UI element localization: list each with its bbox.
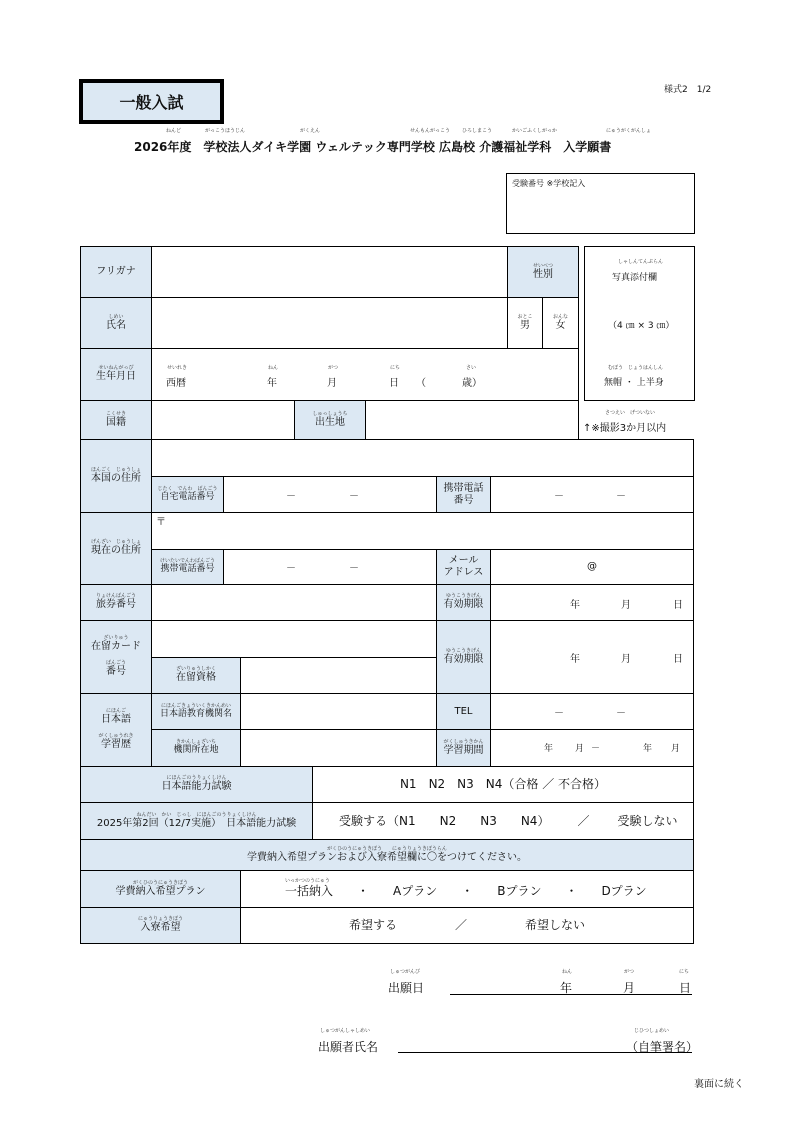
current-mobile-sep2: － — [349, 563, 359, 574]
tel-sep2: － — [616, 708, 626, 719]
furigana-label: フリガナ — [80, 246, 152, 298]
birth-month-text: 月 — [327, 378, 337, 389]
jlpt-take-option[interactable]: 受験する（N1 N2 N3 N4） — [339, 813, 550, 828]
location-ruby: きかんしょざいち — [175, 739, 216, 746]
residence-validity-field[interactable] — [490, 620, 694, 694]
photo-label: 写真添付欄 — [612, 273, 658, 283]
jlpt-ruby: にほんごのうりょくしけん — [166, 775, 227, 781]
passport-day: 日 — [673, 600, 683, 611]
photo-footer-ruby: さつえい げついない — [605, 410, 656, 416]
date-ruby: しゅつがんび — [390, 969, 421, 975]
tuition-options-ruby: いっかつのうにゅう — [285, 878, 330, 885]
location-label — [151, 729, 241, 767]
jlpt-2025-text: 2025年第2回（12/7実施） 日本語能力試験 — [96, 817, 297, 829]
current-mobile-ruby: けいたいでんわばんごう — [159, 558, 215, 565]
passport-validity-field[interactable] — [490, 584, 694, 621]
nationality-label — [80, 400, 152, 440]
location-field[interactable] — [240, 729, 437, 767]
residence-status-ruby: ざいりゅうしかく — [175, 666, 216, 672]
home-mobile-field[interactable] — [490, 476, 694, 513]
email-text2: アドレス — [443, 567, 484, 578]
email-label — [436, 549, 491, 585]
residence-validity-text: 有効期限 — [443, 653, 484, 665]
residence-card-ruby: ざいりゅう — [103, 635, 129, 641]
era-text: 西暦 — [166, 378, 186, 389]
current-mobile-label — [151, 549, 224, 585]
birthdate-field[interactable] — [151, 348, 579, 401]
birth-year-ruby: ねん — [268, 365, 279, 371]
sign-day-ruby: にち — [679, 969, 690, 975]
home-phone-label — [151, 476, 224, 513]
sign-month: 月 — [623, 981, 636, 995]
name-ruby: しめい — [108, 313, 124, 320]
jlpt-slash: ／ — [577, 813, 590, 828]
home-mobile-text2: 番号 — [453, 494, 474, 506]
tuition-plan-options[interactable] — [240, 870, 694, 908]
age-ruby: さい — [466, 365, 477, 371]
self-sign-text: （自筆署名） — [626, 1040, 699, 1054]
current-address-label — [80, 512, 152, 585]
jlpt-options[interactable] — [312, 766, 694, 803]
current-mobile-field[interactable] — [223, 549, 437, 585]
passport-ruby: りょけんばんごう — [95, 593, 136, 599]
instruction-text: 学費納入希望プランおよび入寮希望欄に〇をつけてください。 — [247, 851, 527, 863]
tel-sep1: － — [554, 708, 564, 719]
institution-field[interactable] — [240, 693, 437, 730]
birth-month-ruby: がつ — [328, 365, 339, 371]
document-title: 2026年度 学校法人ダイキ学園 ウェルテック専門学校 広島校 介護福祉学科 入学願書 — [134, 140, 612, 154]
passport-validity-label — [436, 584, 491, 621]
photo-note-ruby: むぼう じょうはんしん — [608, 365, 664, 371]
nationality-field[interactable] — [151, 400, 295, 440]
furigana-field[interactable] — [151, 246, 508, 298]
birthdate-text: 生年月日 — [96, 371, 136, 382]
form-number: 様式2 1/2 — [664, 85, 712, 95]
home-address-field[interactable] — [151, 439, 694, 477]
period-month1: 月 — [575, 744, 585, 754]
jlpt-2025-options[interactable] — [312, 802, 694, 840]
current-address-field[interactable] — [151, 512, 694, 550]
home-phone-text: 自宅電話番号 — [160, 491, 215, 502]
history-ruby: がくしゅうれき — [98, 733, 134, 739]
dormitory-no-option[interactable]: 希望しない — [525, 918, 586, 933]
period-month2: 月 — [671, 744, 681, 754]
residence-status-field[interactable] — [240, 657, 437, 694]
period-label — [436, 729, 491, 767]
photo-note: 無帽 ・ 上半身 — [604, 378, 664, 388]
birthplace-text: 出生地 — [315, 416, 345, 428]
home-phone-sep2: － — [349, 491, 359, 502]
name-label — [80, 297, 152, 349]
japanese-ruby: にほんご — [105, 708, 126, 714]
passport-field[interactable] — [151, 584, 437, 621]
gender-ruby: せいべつ — [532, 262, 553, 269]
period-ruby: がくしゅうきかん — [443, 738, 484, 745]
tuition-options-text: 一括納入 ・ Aプラン ・ Bプラン ・ Dプラン — [285, 884, 647, 899]
tel-label: TEL — [436, 693, 491, 730]
age-text: 歳） — [462, 378, 482, 389]
continued-note: 裏面に続く — [694, 1079, 744, 1090]
birth-day-text: 日 — [389, 378, 399, 389]
birthplace-field[interactable] — [365, 400, 579, 440]
email-field[interactable] — [490, 549, 694, 585]
institution-text: 日本語教育機関名 — [159, 708, 232, 719]
jlpt-2025-ruby: ねんだい かい じっし にほんごのうりょくしけん — [136, 811, 257, 818]
home-phone-field[interactable] — [223, 476, 437, 513]
residence-day: 日 — [673, 654, 683, 665]
tuition-plan-text: 学費納入希望プラン — [115, 885, 206, 897]
photo-size: （4 ㎝ × 3 ㎝） — [608, 321, 675, 331]
passport-text: 旅券番号 — [96, 599, 136, 610]
birthdate-label — [80, 348, 152, 401]
japanese-text: 日本語 — [101, 714, 131, 725]
tuition-plan-ruby: がくひのうにゅうきぼう — [133, 879, 188, 886]
signature-underline[interactable] — [398, 1052, 692, 1053]
home-address-ruby: ほんごく じゅうしょ — [90, 466, 141, 473]
passport-validity-text: 有効期限 — [443, 599, 484, 610]
title-ruby-2: がっこうほうじん — [205, 128, 246, 134]
jlpt-text: 日本語能力試験 — [161, 781, 232, 792]
email-at: @ — [587, 561, 597, 572]
period-dash: － — [591, 744, 601, 754]
self-sign-ruby: じひつしょめい — [634, 1028, 670, 1034]
gender-female-option[interactable] — [542, 297, 579, 349]
home-mobile-sep1: － — [554, 491, 564, 502]
current-address-ruby: げんざい じゅうしょ — [90, 539, 141, 545]
birth-year-text: 年 — [267, 378, 277, 389]
residence-status-label — [151, 657, 241, 694]
photo-footer: ↑※撮影3か月以内 — [583, 423, 667, 434]
date-label: 出願日 — [388, 981, 425, 995]
period-year1: 年 — [544, 744, 554, 754]
female-ruby: おんな — [552, 313, 568, 320]
nationality-ruby: こくせき — [105, 410, 126, 417]
gender-text: 性別 — [533, 268, 553, 280]
residence-card-field[interactable] — [151, 620, 437, 658]
jlpt-not-take-option[interactable]: 受験しない — [617, 813, 678, 828]
jlpt-2025-label — [80, 802, 313, 840]
history-text: 学習歴 — [101, 739, 131, 750]
date-underline[interactable] — [450, 994, 692, 995]
home-mobile-text1: 携帯電話 — [443, 482, 484, 494]
home-mobile-label — [436, 476, 491, 513]
dormitory-yes-option[interactable]: 希望する — [348, 918, 397, 933]
passport-year: 年 — [570, 600, 580, 611]
current-mobile-text: 携帯電話番号 — [160, 564, 215, 575]
applicant-name-label: 出願者氏名 — [318, 1040, 379, 1054]
sign-year: 年 — [560, 981, 573, 995]
home-phone-ruby: じたく でんわ ばんごう — [157, 485, 218, 492]
title-ruby-3: がくえん — [300, 128, 321, 134]
tel-field[interactable] — [490, 693, 694, 730]
residence-card-label — [80, 620, 152, 694]
male-text: 男 — [520, 319, 530, 331]
dormitory-text: 入寮希望 — [140, 922, 181, 933]
home-mobile-sep2: － — [616, 491, 626, 502]
period-year2: 年 — [643, 744, 653, 754]
residence-status-text: 在留資格 — [176, 672, 216, 683]
female-text: 女 — [555, 319, 566, 331]
residence-number-text: 番号 — [106, 666, 126, 677]
male-ruby: おとこ — [517, 313, 533, 320]
japanese-history-label — [80, 693, 152, 767]
jlpt-options-text: N1 N2 N3 N4（合格 ／ 不合格） — [399, 777, 607, 792]
current-address-text: 現在の住所 — [91, 545, 141, 556]
applicant-name-ruby: しゅつがんしゃしめい — [320, 1028, 371, 1034]
dormitory-ruby: にゅうりょうきぼう — [138, 916, 183, 922]
era-ruby: せいれき — [167, 365, 188, 371]
dormitory-label — [80, 907, 241, 944]
sign-day: 日 — [679, 981, 692, 995]
gender-label — [507, 246, 579, 298]
title-ruby-7: にゅうがくがんしょ — [606, 128, 651, 134]
birthplace-label — [294, 400, 366, 440]
residence-validity-label — [436, 620, 491, 694]
sign-year-ruby: ねん — [562, 969, 573, 975]
location-text: 機関所在地 — [173, 745, 219, 756]
residence-month: 月 — [621, 654, 631, 665]
dormitory-options[interactable] — [240, 907, 694, 944]
home-address-text: 本国の住所 — [91, 472, 141, 484]
sign-month-ruby: がつ — [624, 969, 635, 975]
home-phone-sep1: － — [286, 491, 296, 502]
instruction-ruby: がくひのうにゅうきぼう にゅうりょうきぼうらん — [327, 845, 447, 852]
title-ruby-4: せんもんがっこう — [410, 128, 451, 134]
title-ruby-5: ひろしまこう — [462, 128, 493, 134]
residence-number-ruby: ばんごう — [105, 660, 126, 666]
period-text: 学習期間 — [443, 744, 484, 756]
tuition-plan-label — [80, 870, 241, 908]
gender-male-option[interactable] — [507, 297, 543, 349]
title-ruby-6: かいごふくしがっか — [512, 128, 558, 134]
name-field[interactable] — [151, 297, 508, 349]
passport-month: 月 — [621, 600, 631, 611]
instruction-row — [80, 839, 694, 871]
home-address-label — [80, 439, 152, 513]
nationality-text: 国籍 — [106, 416, 126, 428]
email-text1: メール — [448, 555, 479, 566]
birth-day-ruby: にち — [390, 365, 401, 371]
exam-number-label: 受験番号 ※学校記入 — [512, 179, 586, 188]
institution-label — [151, 693, 241, 730]
postal-mark: 〒 — [156, 517, 166, 528]
current-mobile-sep1: － — [286, 563, 296, 574]
exam-type-title: 一般入試 — [119, 93, 184, 112]
dormitory-slash: ／ — [454, 918, 467, 933]
jlpt-label — [80, 766, 313, 803]
residence-validity-ruby: ゆうこうきげん — [445, 647, 481, 654]
name-text: 氏名 — [106, 319, 126, 331]
institution-ruby: にほんごきょういくきかんめい — [160, 702, 231, 709]
title-ruby-1: ねんど — [166, 128, 182, 134]
passport-label — [80, 584, 152, 621]
age-open: （ — [416, 378, 426, 389]
passport-validity-ruby: ゆうこうきげん — [445, 593, 481, 599]
residence-year: 年 — [570, 654, 580, 665]
residence-card-text: 在留カード — [91, 641, 141, 652]
birthplace-ruby: しゅっしょうち — [312, 410, 348, 417]
birthdate-ruby: せいねんがっぴ — [98, 365, 134, 371]
photo-label-ruby: しゃしんてんぷらん — [618, 259, 664, 265]
